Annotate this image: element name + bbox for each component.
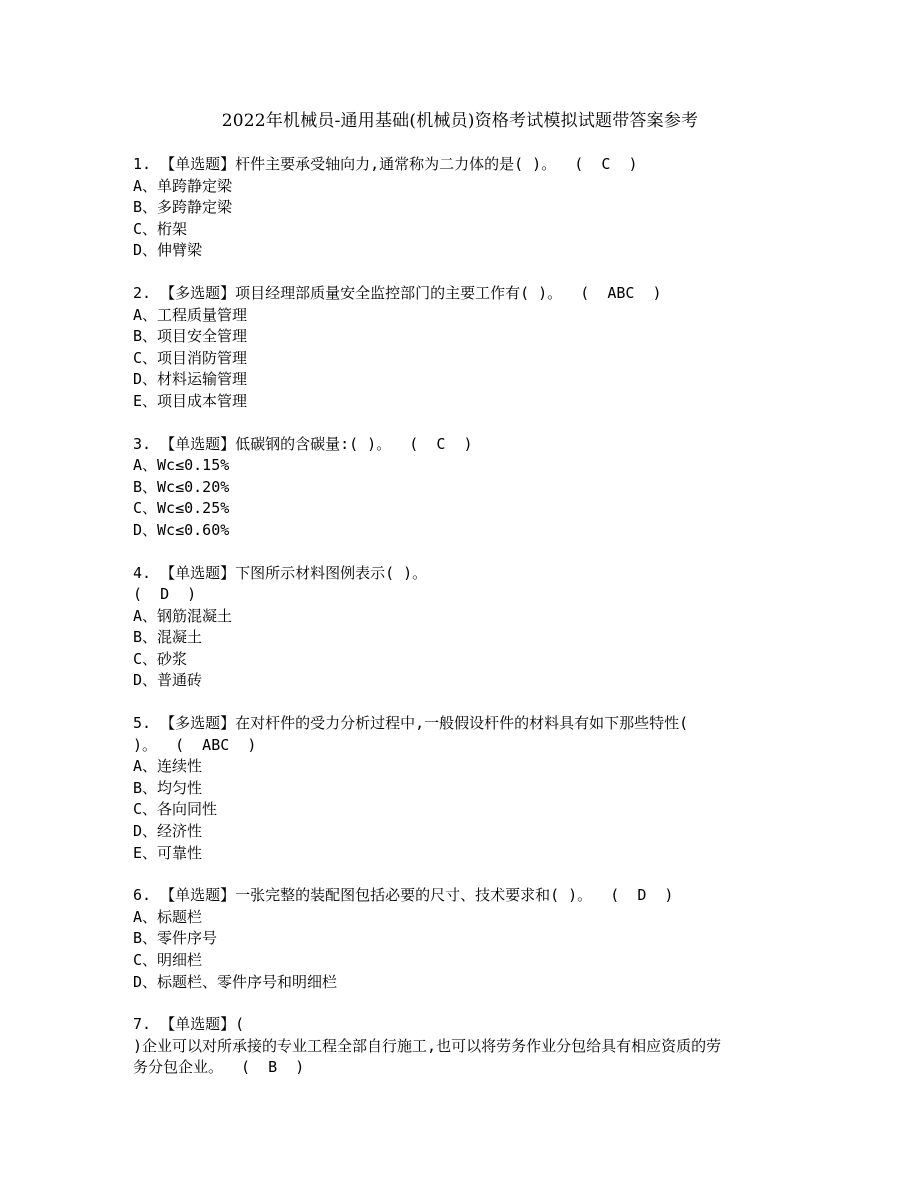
answer-option: B、零件序号 [133, 929, 218, 948]
question-stem: 7. 【单选题】( [133, 1015, 245, 1034]
question-stem: 5. 【多选题】在对杆件的受力分析过程中,一般假设杆件的材料具有如下那些特性( [133, 714, 689, 733]
answer-option: A、工程质量管理 [133, 305, 248, 324]
answer-option: D、伸臂梁 [133, 241, 203, 260]
question-stem: 1. 【单选题】杆件主要承受轴向力,通常称为二力体的是( )。 ( C ) [133, 155, 638, 173]
question-item [133, 434, 793, 542]
answer-option: E、可靠性 [133, 843, 203, 862]
answer-option: D、经济性 [133, 822, 203, 841]
answer-option: B、Wc≤0.20% [133, 477, 230, 496]
answer-option: D、标题栏、零件序号和明细栏 [133, 972, 338, 991]
answer-option: C、明细栏 [133, 951, 203, 969]
question-stem: 6. 【单选题】一张完整的装配图包括必要的尺寸、技术要求和( )。 ( D ) [133, 886, 674, 905]
question-item [133, 1014, 793, 1079]
question-item [133, 563, 793, 693]
answer-option: C、项目消防管理 [133, 348, 248, 367]
answer-option: A、Wc≤0.15% [133, 456, 230, 475]
question-item [133, 885, 793, 993]
answer-option: A、钢筋混凝土 [133, 606, 233, 625]
answer-option: A、标题栏 [133, 907, 203, 926]
answer-option: A、连续性 [133, 757, 203, 776]
question-item [133, 713, 793, 864]
question-item [133, 154, 793, 262]
answer-option: E、项目成本管理 [133, 391, 248, 410]
question-stem: 4. 【单选题】下图所示材料图例表示( )。 [133, 563, 428, 582]
question-stem: 3. 【单选题】低碳钢的含碳量:( )。 ( C ) [133, 434, 473, 453]
answer-option: D、Wc≤0.60% [133, 520, 230, 539]
question-list [133, 154, 793, 1100]
question-stem: ( D ) [133, 585, 197, 604]
answer-option: D、普通砖 [133, 671, 203, 690]
answer-option: A、单跨静定梁 [133, 176, 233, 195]
answer-option: B、混凝土 [133, 628, 203, 647]
answer-option: C、各向同性 [133, 800, 218, 819]
answer-option: C、Wc≤0.25% [133, 499, 230, 518]
question-stem: 务分包企业。 ( B ) [133, 1058, 305, 1077]
answer-option: C、桁架 [133, 219, 188, 238]
question-stem: 2. 【多选题】项目经理部质量安全监控部门的主要工作有( )。 ( ABC ) [133, 283, 662, 302]
answer-option: B、均匀性 [133, 778, 203, 797]
page-title: 2022年机械员-通用基础(机械员)资格考试模拟试题带答案参考 [221, 111, 699, 131]
answer-option: D、材料运输管理 [133, 370, 248, 389]
answer-option: C、砂浆 [133, 649, 188, 668]
answer-option: B、项目安全管理 [133, 327, 248, 346]
answer-option: B、多跨静定梁 [133, 198, 233, 217]
question-stem: )企业可以对所承接的专业工程全部自行施工,也可以将劳务作业分包给具有相应资质的劳 [133, 1036, 722, 1055]
question-item [133, 283, 793, 413]
question-stem: )。 ( ABC ) [133, 735, 257, 754]
